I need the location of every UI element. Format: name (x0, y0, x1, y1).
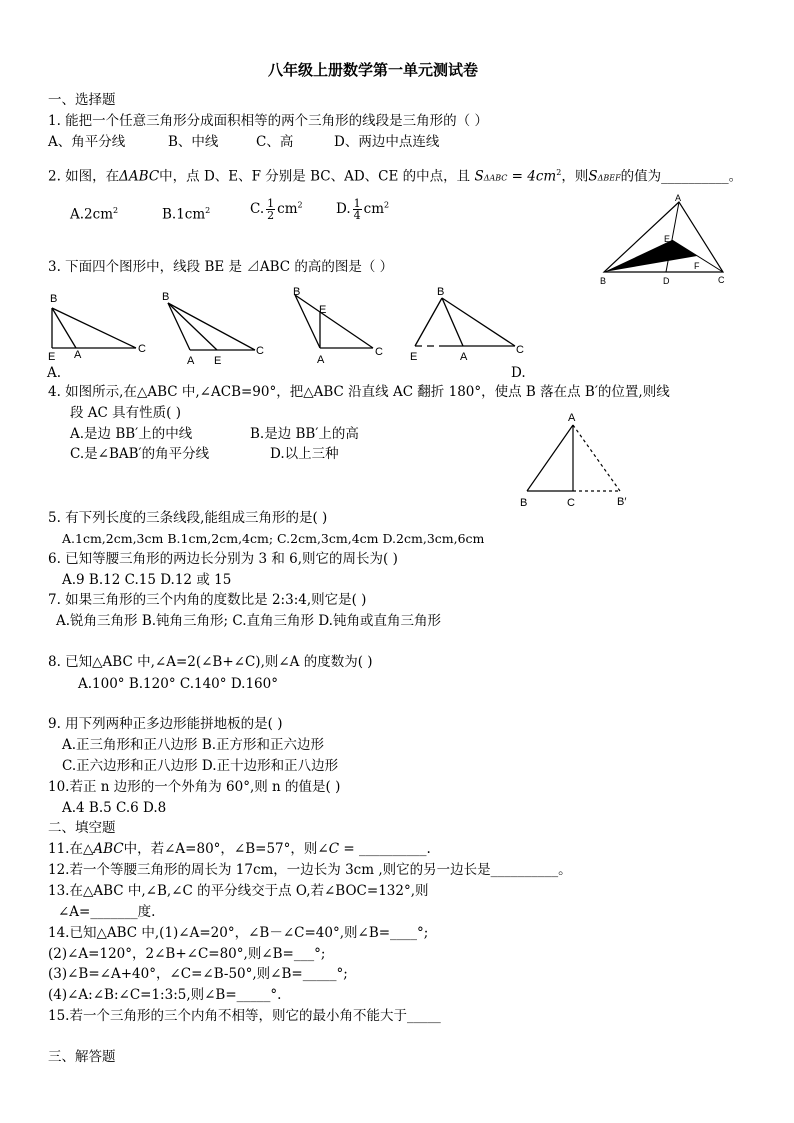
question-1-option-d: D、两边中点连线 (334, 134, 440, 150)
question-3-figure-a (46, 288, 156, 363)
question-13-line1: 13.在△ABC 中,∠B,∠C 的平分线交于点 O,若∠BOC=132°,则 (48, 883, 429, 899)
svg-text:E: E (48, 351, 56, 363)
question-2-option-c: C. $\frac{1}{2}$ $cm^2$ (250, 197, 303, 222)
fig2-label-e: E (664, 234, 671, 244)
svg-text:A: A (317, 354, 325, 366)
question-1-option-c: C、高 (256, 134, 294, 150)
svg-text:B: B (293, 286, 301, 298)
question-1-option-a: A、角平分线 (48, 134, 126, 150)
svg-text:B: B (50, 293, 58, 305)
question-14-line2: (2)∠A=120°，2∠B+∠C=80°,则∠B=___°; (48, 946, 326, 962)
fig2-label-b: B (600, 276, 607, 286)
question-14-line4: (4)∠A:∠B:∠C=1:3:5,则∠B=_____°. (48, 987, 282, 1003)
question-13-line2: ∠A=_______度. (58, 904, 156, 920)
question-4-option-a: A.是边 BB′上的中线 (70, 426, 193, 442)
svg-text:E: E (319, 304, 327, 316)
question-2-option-d: D. $\frac{1}{4}$ $cm^2$ (336, 197, 390, 222)
svg-text:A: A (187, 355, 195, 367)
question-8-options: A.100° B.120° C.140° D.160° (78, 676, 278, 692)
svg-text:B: B (437, 286, 445, 298)
svg-text:C: C (516, 344, 524, 356)
page-title: 八年级上册数学第一单元测试卷 (268, 61, 479, 79)
question-4-option-d: D.以上三种 (270, 446, 339, 462)
question-6-options: A.9 B.12 C.15 D.12 或 15 (62, 572, 232, 588)
question-3-choice-d: D. (511, 365, 526, 381)
svg-text:A: A (568, 412, 576, 424)
fig2-label-f: F (694, 261, 700, 271)
question-10-options: A.4 B.5 C.6 D.8 (62, 800, 167, 816)
question-2-stem: 2. 如图，在ΔABC中，点 D、E、F 分别是 BC、AD、CE 的中点，且 $S\Delta ABC = 4cm^2$，则SΔBEF的值为__________。 (48, 168, 743, 185)
question-4-option-c: C.是∠BAB′的角平分线 (70, 446, 210, 462)
question-3-figure-c (285, 283, 395, 365)
fig2-label-c: C (718, 275, 725, 285)
question-9-options-1: A.正三角形和正八边形 B.正方形和正六边形 (62, 737, 325, 753)
question-9-options-2: C.正六边形和正八边形 D.正十边形和正八边形 (62, 758, 339, 774)
svg-text:C: C (256, 345, 264, 357)
question-3-figure-b (160, 288, 275, 367)
fig2-label-d: D (663, 276, 670, 286)
question-12: 12.若一个等腰三角形的周长为 17cm，一边长为 3cm ,则它的另一边长是__________。 (48, 862, 572, 878)
question-7-stem: 7. 如果三角形的三个内角的度数比是 2:3:4,则它是( ) (48, 592, 367, 608)
question-2-figure (596, 192, 736, 292)
section-heading-solve: 三、解答题 (48, 1049, 116, 1065)
svg-text:A: A (460, 351, 468, 363)
question-1-option-b: B、中线 (168, 134, 219, 150)
question-15: 15.若一个三角形的三个内角不相等，则它的最小角不能大于_____ (48, 1008, 441, 1024)
question-7-options: A.锐角三角形 B.钝角三角形; C.直角三角形 D.钝角或直角三角形 (56, 613, 441, 629)
section-heading-fill: 二、填空题 (48, 820, 116, 836)
svg-text:E: E (214, 355, 222, 367)
question-3-figure-d (405, 283, 535, 365)
question-3-choice-a: A. (47, 365, 62, 381)
svg-text:A: A (74, 349, 82, 361)
question-5-options: A.1cm,2cm,3cm B.1cm,2cm,4cm; C.2cm,3cm,4cm D.2cm,3cm,6cm (62, 531, 485, 546)
svg-text:C: C (375, 346, 383, 358)
section-heading-choice: 一、选择题 (48, 92, 116, 108)
question-6-stem: 6. 已知等腰三角形的两边长分别为 3 和 6,则它的周长为( ) (48, 551, 398, 567)
question-2-option-a: $A.2cm^2$ (70, 206, 119, 223)
fig2-label-a: A (675, 193, 682, 203)
question-10-stem: 10.若正 n 边形的一个外角为 60°,则 n 的值是( ) (48, 779, 341, 795)
question-14-line3: (3)∠B=∠A+40°，∠C=∠B-50°,则∠B=_____°; (48, 966, 348, 982)
svg-text:B: B (520, 497, 528, 509)
question-4-stem-line2: 段 AC 具有性质( ) (70, 405, 181, 421)
question-3-stem: 3. 下面四个图形中，线段 BE 是 ⊿ABC 的高的图是（ ） (48, 259, 394, 275)
question-4-option-b: B.是边 BB′上的高 (250, 426, 359, 442)
question-8-stem: 8. 已知△ABC 中,∠A=2(∠B+∠C),则∠A 的度数为( ) (48, 654, 373, 670)
svg-text:B: B (162, 291, 170, 303)
svg-text:E: E (410, 351, 418, 363)
question-2-option-b: $B.1cm^2$ (162, 206, 211, 223)
question-4-figure (515, 408, 640, 513)
question-5-stem: 5. 有下列长度的三条线段,能组成三角形的是( ) (48, 510, 328, 526)
question-11: 11.在△ABC中，若∠A=80°，∠B=57°，则∠C = __________. (48, 841, 431, 857)
svg-text:C: C (138, 343, 146, 355)
question-4-stem-line1: 4. 如图所示,在△ABC 中,∠ACB=90°，把△ABC 沿直线 AC 翻折 180°，使点 B 落在点 B′的位置,则线 (48, 384, 670, 400)
question-1-stem: 1. 能把一个任意三角形分成面积相等的两个三角形的线段是三角形的（ ） (48, 113, 488, 129)
svg-text:C: C (567, 497, 575, 509)
svg-text:B′: B′ (617, 496, 627, 508)
question-14-line1: 14.已知△ABC 中,(1)∠A=20°，∠B－∠C=40°,则∠B=____°; (48, 925, 429, 941)
question-9-stem: 9. 用下列两种正多边形能拼地板的是( ) (48, 716, 283, 732)
